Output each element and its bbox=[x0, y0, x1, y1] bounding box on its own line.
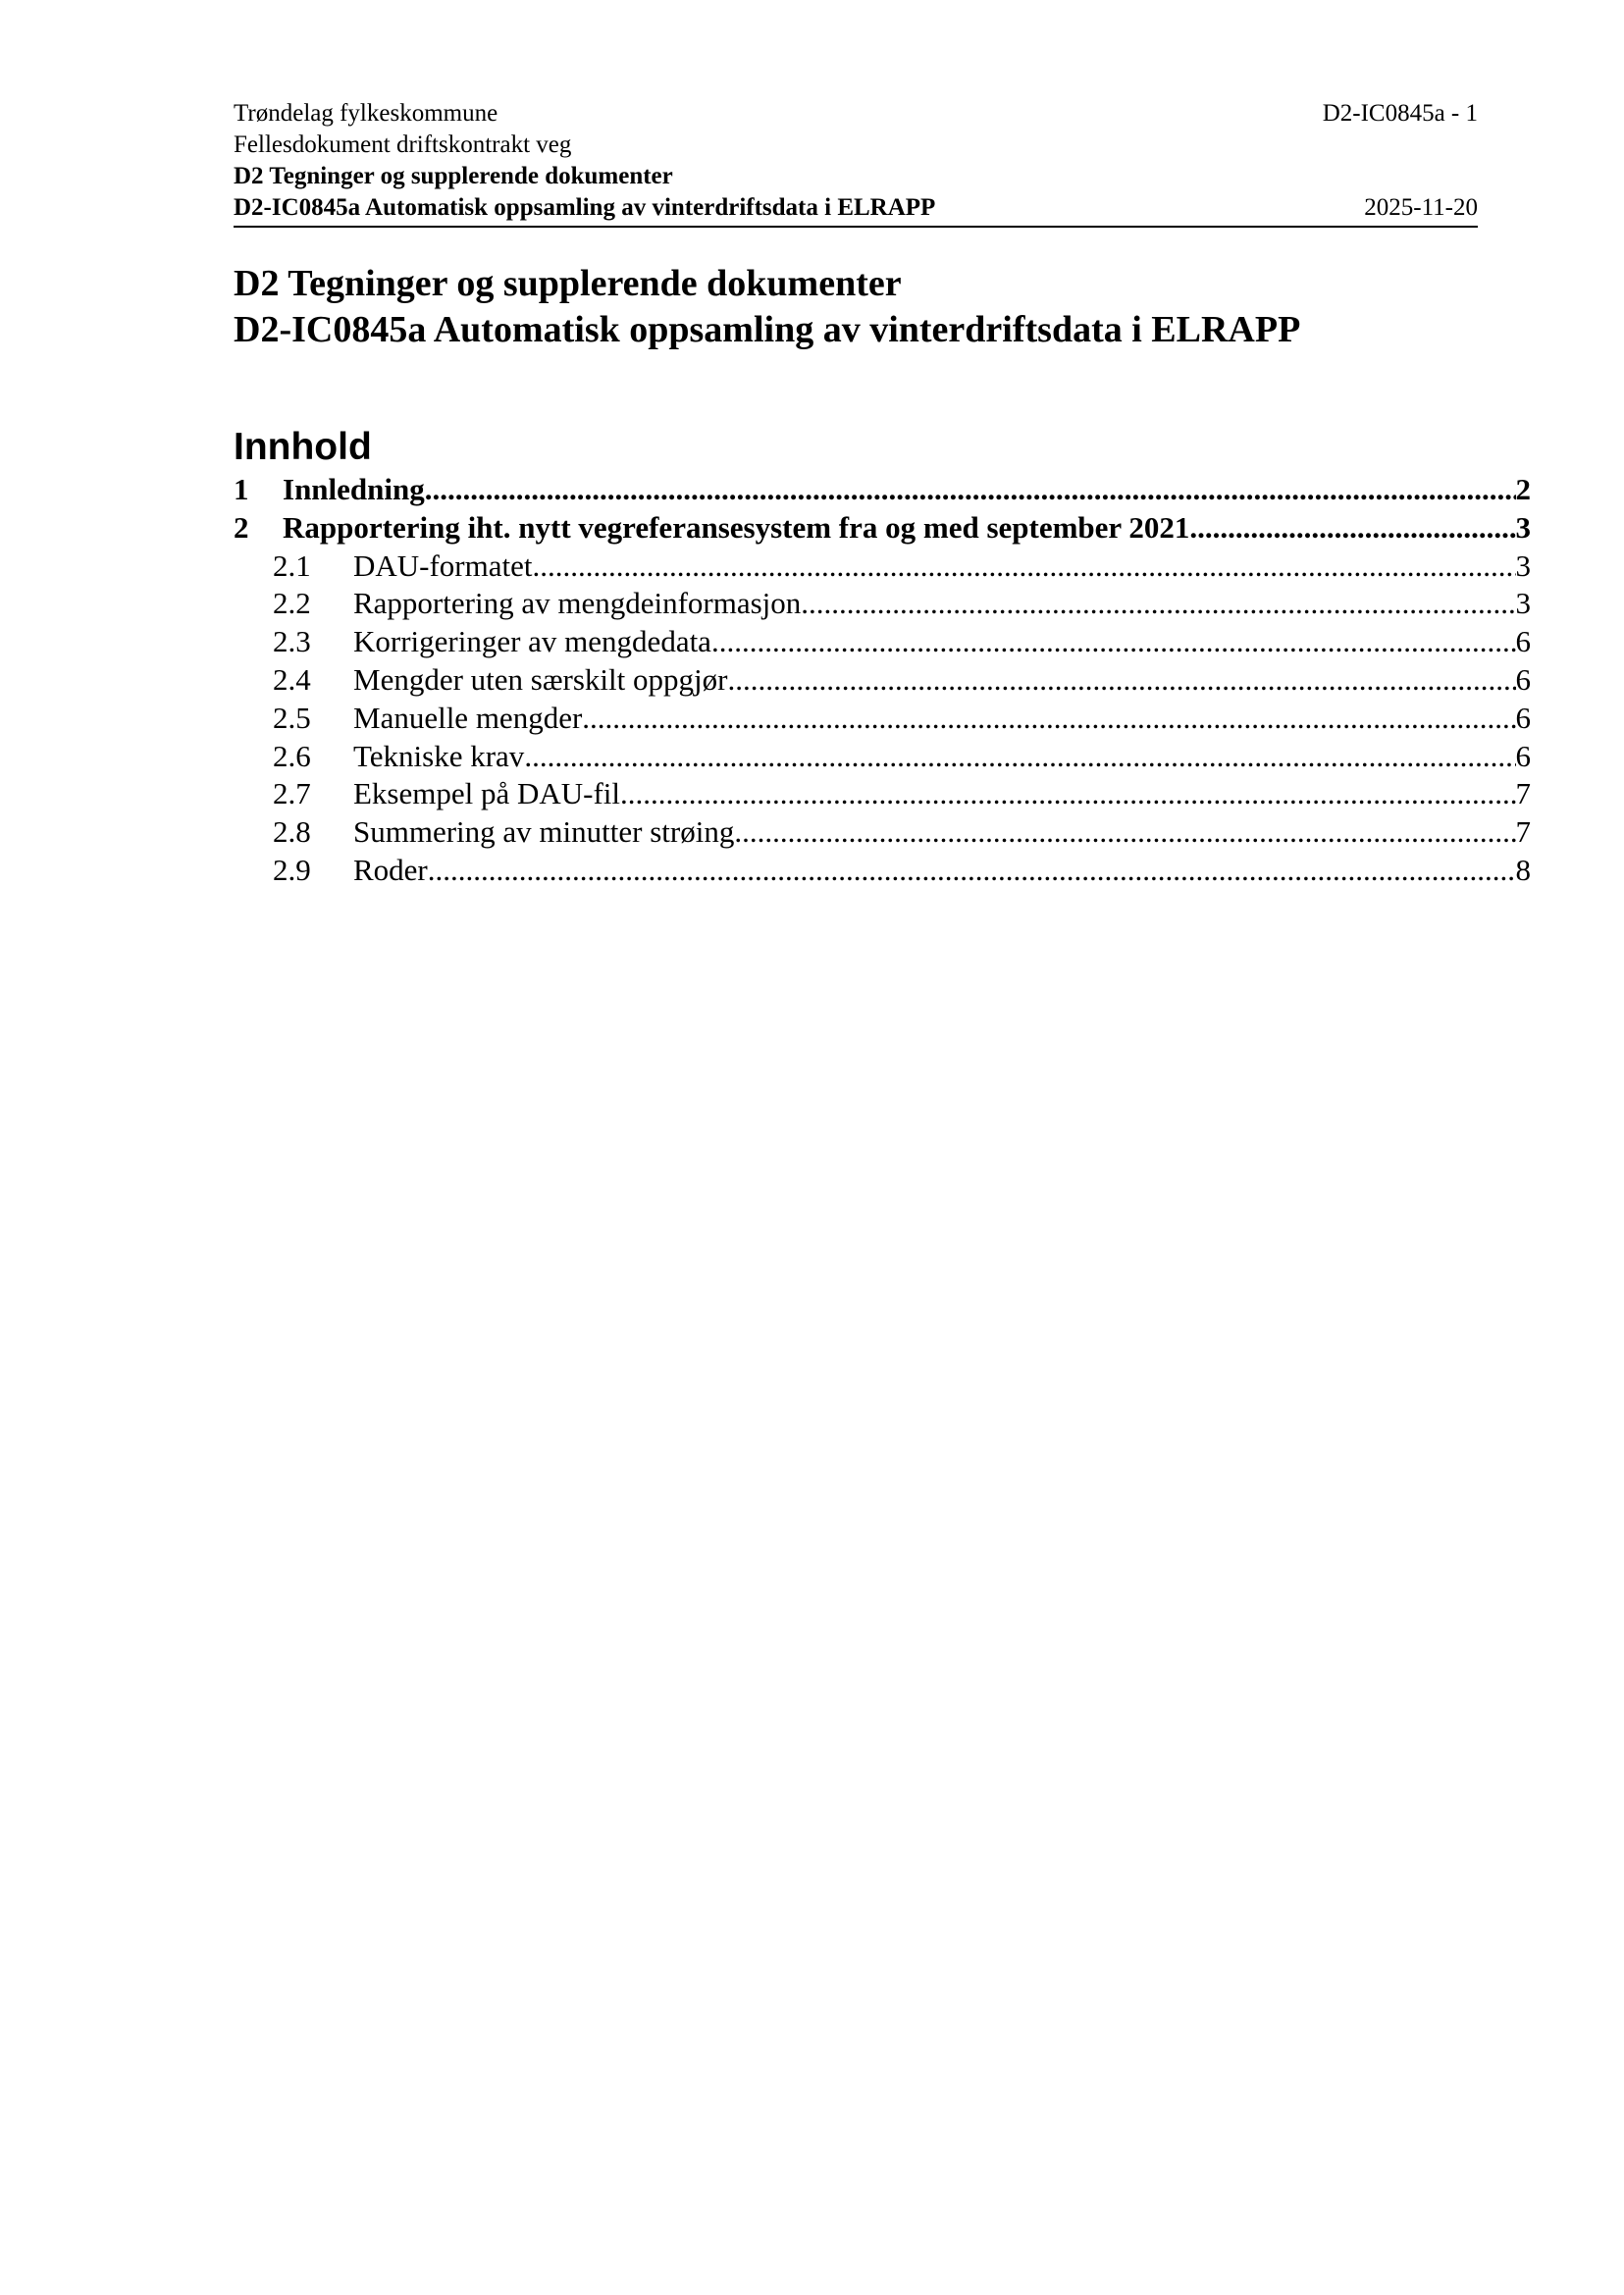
document-title-line-2: D2-IC0845a Automatisk oppsamling av vinterdriftsdata i ELRAPP bbox=[234, 309, 1301, 350]
toc-entry-page: 2 bbox=[1515, 472, 1531, 506]
toc-heading: Innhold bbox=[234, 426, 372, 468]
toc-entry[interactable] bbox=[234, 585, 1531, 623]
toc-entry-title: Tekniske krav bbox=[353, 738, 525, 773]
header-date: 2025-11-20 bbox=[1364, 194, 1478, 221]
toc-entry[interactable] bbox=[234, 852, 1531, 890]
toc-entry[interactable] bbox=[234, 775, 1531, 813]
toc-entry[interactable] bbox=[234, 700, 1531, 738]
toc-entry-title: Rapportering iht. nytt vegreferansesystem fra og med september 2021 bbox=[283, 509, 1190, 545]
toc-entry[interactable] bbox=[234, 471, 1531, 509]
toc-dot-leader bbox=[425, 471, 1516, 509]
toc-dot-leader bbox=[582, 700, 1515, 738]
header-row-4 bbox=[234, 192, 1478, 224]
toc-entry-page: 6 bbox=[1515, 661, 1531, 697]
header-page-label: D2-IC0845a - 1 bbox=[1322, 100, 1478, 127]
toc-entry-title: Korrigeringer av mengdedata bbox=[353, 624, 711, 659]
header-row-3 bbox=[234, 161, 1478, 192]
toc-dot-leader bbox=[711, 623, 1516, 661]
toc-dot-leader bbox=[734, 813, 1515, 852]
toc-entry-number: 2 bbox=[234, 509, 249, 545]
toc-entry-title: DAU-formatet bbox=[353, 548, 533, 583]
toc-entry[interactable] bbox=[234, 738, 1531, 776]
toc-entry-number: 1 bbox=[234, 472, 249, 506]
toc-entry-page: 3 bbox=[1515, 509, 1531, 545]
header-document-title: D2-IC0845a Automatisk oppsamling av vinterdriftsdata i ELRAPP bbox=[234, 194, 936, 221]
toc-dot-leader bbox=[533, 548, 1516, 586]
toc-entry-page: 6 bbox=[1515, 738, 1531, 773]
toc-entry-title: Eksempel på DAU-fil bbox=[353, 776, 621, 811]
toc-entry-number: 2.2 bbox=[273, 586, 311, 621]
toc-entry[interactable] bbox=[234, 813, 1531, 852]
document-title bbox=[234, 261, 1490, 353]
running-header bbox=[234, 98, 1478, 228]
header-document-type: Fellesdokument driftskontrakt veg bbox=[234, 131, 572, 158]
toc-dot-leader bbox=[1189, 509, 1515, 548]
toc-entry-title: Innledning bbox=[283, 472, 425, 506]
header-row-2 bbox=[234, 130, 1478, 161]
toc-entry-page: 6 bbox=[1515, 624, 1531, 659]
toc-entry[interactable] bbox=[234, 509, 1531, 548]
toc-entry-title: Manuelle mengder bbox=[353, 700, 583, 735]
toc-entry[interactable] bbox=[234, 548, 1531, 586]
toc-entry-number: 2.6 bbox=[273, 738, 311, 773]
toc-dot-leader bbox=[801, 585, 1515, 623]
toc-entry-page: 3 bbox=[1515, 548, 1531, 583]
toc-entry-number: 2.9 bbox=[273, 852, 311, 887]
toc-entry-number: 2.3 bbox=[273, 624, 311, 659]
toc-entry-page: 3 bbox=[1515, 586, 1531, 621]
table-of-contents bbox=[234, 471, 1531, 890]
toc-entry-number: 2.4 bbox=[273, 661, 311, 697]
toc-entry-number: 2.5 bbox=[273, 700, 311, 735]
toc-dot-leader bbox=[620, 775, 1515, 813]
toc-dot-leader bbox=[524, 738, 1515, 776]
header-section: D2 Tegninger og supplerende dokumenter bbox=[234, 163, 673, 189]
toc-entry-page: 8 bbox=[1515, 852, 1531, 887]
toc-entry[interactable] bbox=[234, 661, 1531, 700]
toc-entry-title: Roder bbox=[353, 852, 428, 887]
toc-entry[interactable] bbox=[234, 623, 1531, 661]
header-organization: Trøndelag fylkeskommune bbox=[234, 100, 498, 127]
document-title-line-1: D2 Tegninger og supplerende dokumenter bbox=[234, 263, 902, 304]
toc-entry-title: Summering av minutter strøing bbox=[353, 814, 735, 850]
toc-entry-title: Rapportering av mengdeinformasjon bbox=[353, 586, 802, 621]
toc-entry-number: 2.8 bbox=[273, 814, 311, 850]
toc-entry-page: 7 bbox=[1515, 776, 1531, 811]
toc-entry-page: 7 bbox=[1515, 814, 1531, 850]
toc-entry-number: 2.1 bbox=[273, 548, 311, 583]
toc-dot-leader bbox=[428, 852, 1516, 890]
toc-dot-leader bbox=[727, 661, 1515, 700]
toc-entry-page: 6 bbox=[1515, 700, 1531, 735]
header-row-1 bbox=[234, 98, 1478, 130]
toc-entry-number: 2.7 bbox=[273, 776, 311, 811]
toc-entry-title: Mengder uten særskilt oppgjør bbox=[353, 661, 728, 697]
